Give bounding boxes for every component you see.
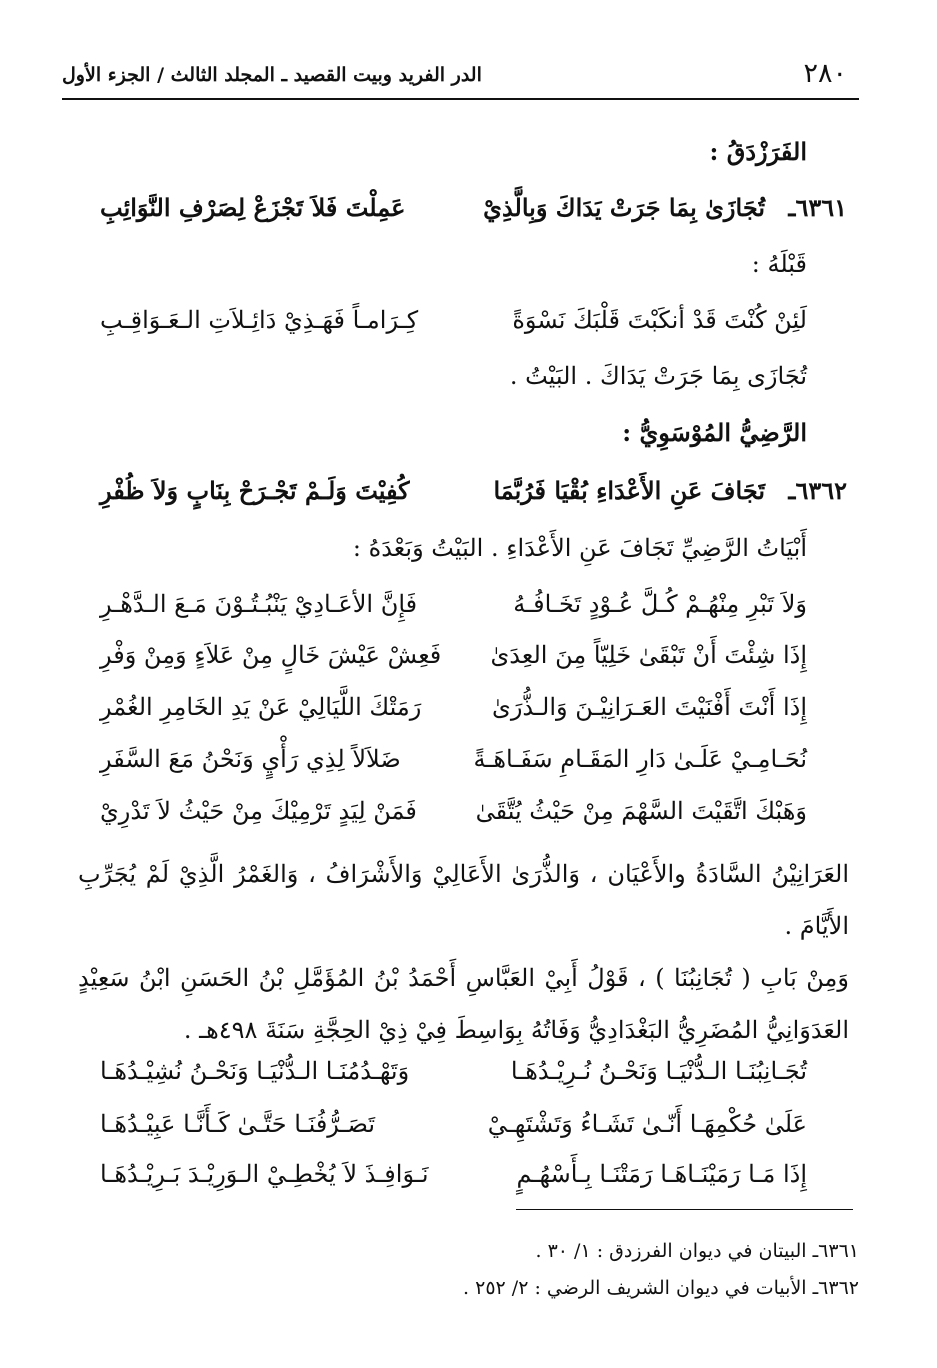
gloss-paragraph: العَرَانِيْنُ السَّادَةُ والأَعْيَان ، وَالذُّرَىٰ الأَعَالِيْ وَالأَشْرَافُ ، وَالغَمْرُ الَّذِيْ لَمْ يُجَرِّبِ الأَيَّامَ .	[78, 860, 849, 940]
verse-first-hemistich: تَجَافَ عَنِ الأَعْدَاءِ بُقْيَا فَرُبَّمَا	[493, 476, 765, 505]
verse-number: ٦٣٦١ـ	[788, 193, 847, 222]
page-header	[62, 50, 867, 100]
verse	[100, 1110, 807, 1150]
footnote-rule	[516, 1209, 853, 1210]
verse-second-hemistich: تَصَـرُّفُنَـا حَتَّـىٰ كَـأَنَّـا عَبِيْـدُهَـا	[100, 1110, 376, 1138]
poet-name: الفَرَزْدَقُ :	[709, 137, 807, 166]
verse-second-hemistich: ضَلاَلاً لِذِي رَأْيٍ وَنَحْنُ مَعَ السَّفَرِ	[100, 745, 401, 773]
continuation-line: تُجَازَى بِمَا جَرَتْ يَدَاكَ . البَيْتُ .	[509, 362, 807, 390]
verse-before	[100, 306, 807, 346]
poet-name: الرَّضِيُّ المُوْسَوِيُّ :	[622, 418, 807, 447]
verse-first-hemistich: وَلاَ تَبْرِ مِنْهُـمْ كُـلَّ عُـوْدٍ تَخَـافُـهُ	[513, 590, 807, 618]
section-intro-paragraph: وَمِنْ بَابِ ( تُجَانِبُنَا ) ، قَوْلُ أَبِيْ العَبَّاسِ أَحْمَدُ بْنُ المُؤَمَّلِ بْنُ الحَسَنِ ابْنُ سَعِيْدٍ العَدَوَانِيُّ المُضَرِيُّ البَغْدَادِيُّ وَفَاتُهُ بِوَاسِطَ فِيْ ذِيْ الحِجَّةِ سَنَةَ ٤٩٨هـ .	[78, 964, 849, 1044]
footnote: ٦٣٦١ـ البيتان في ديوان الفرزدق : ١/ ٣٠ .	[535, 1240, 859, 1262]
verse-second-hemistich: فَعِشْ عَيْشَ خَالٍ مِنْ عَلاَءٍ وَمِنْ وَفْرِ	[100, 641, 442, 669]
verse	[100, 1057, 807, 1097]
verse-first-hemistich: لَئِنْ كُنْتَ قَدْ أنكَبْتَ قَلْبَكَ نَسْوَةً	[512, 306, 807, 334]
verse-first-hemistich: إِذَا أَنْتَ أَفْنَيْتَ العَـرَانِيْـنَ وَالـذُّرَىٰ	[492, 693, 807, 721]
verse-first-hemistich: عَلَىٰ حُكْمِهَـا أَنّـىٰ تَشَـاءُ وَتَشْتَهِـيْ	[487, 1110, 807, 1138]
header-rule	[62, 98, 859, 100]
verse-first-hemistich: إِذَا مَـا رَمَيْنَـاهَـا رَمَتْنَـا بِـأَسْهُـمٍ	[516, 1160, 807, 1188]
verse-first-hemistich: وَهَبْكَ اتَّقَيْتَ السَّهْمَ مِنْ حَيْثُ يُتَّقَىٰ	[475, 797, 807, 825]
verse-second-hemistich: عَمِلْتَ فَلاَ تَجْزَعْ لِصَرْفِ النَّوَائِبِ	[100, 193, 406, 222]
verse-first-hemistich: تُجَـانِبُنَـا الـدُّنْيَـا وَنَحْـنُ نُـرِيْـدُهَـا	[510, 1057, 807, 1085]
before-label: قَبْلَهُ :	[751, 250, 807, 278]
verse-first-hemistich: تُجَازَىٰ بِمَا جَرَتْ يَدَاكَ وَبِالَّذِيْ	[483, 193, 765, 222]
page-number: ٢٨٠	[803, 58, 847, 89]
verse-second-hemistich: كُفِيْتَ وَلَـمْ تَجْـرَحْ بِنَابٍ وَلاَ ظُفْرِ	[100, 476, 410, 505]
footnote: ٦٣٦٢ـ الأبيات في ديوان الشريف الرضي : ٢/ ٢٥٢ .	[463, 1277, 859, 1299]
verse-second-hemistich: فَمَنْ لِيَدٍ تَرْمِيْكَ مِنْ حَيْثُ لاَ تَدْرِيْ	[100, 797, 417, 825]
intro-line: أَبْيَاتُ الرَّضِيِّ تَجَافَ عَنِ الأَعْدَاءِ . البَيْتُ وَبَعْدَهُ :	[352, 534, 807, 562]
verse-second-hemistich: رَمَتْكَ اللَّيَالِيْ عَنْ يَدِ الخَامِرِ الغُمْرِ	[100, 693, 422, 721]
verse	[100, 590, 807, 630]
verse-number: ٦٣٦٢ـ	[788, 476, 847, 505]
verse-second-hemistich: كِـرَامـاً فَهَـذِيْ دَائِـلاَتِ الـعَـوَاقِـبِ	[100, 306, 419, 334]
verse-6362	[100, 476, 847, 516]
verse-second-hemistich: نَـوَافِـذَ لاَ يُخْطِـيْ الـوَرِيْـدَ بَـرِيْـدُهَـا	[100, 1160, 429, 1188]
verse	[100, 797, 807, 837]
verse-6361	[100, 193, 847, 233]
verse-second-hemistich: فَإِنَّ الأعَـادِيْ يَنْبُـتُـوْنَ مَـعَ الـدَّهْـرِ	[100, 590, 418, 618]
verse-first-hemistich: نُحَـامِـيْ عَلَـىٰ دَارِ المَقَـامِ سَفَـاهَـةً	[473, 745, 807, 773]
running-title: الدر الفريد وبيت القصيد ـ المجلد الثالث / الجزء الأول	[62, 64, 482, 86]
verse	[100, 641, 807, 681]
verse-first-hemistich: إِذَا شِئْتَ أَنْ تَبْقَىٰ خَلِيّاً مِنَ العِدَىٰ	[490, 641, 807, 669]
verse	[100, 745, 807, 785]
verse	[100, 1160, 807, 1200]
verse	[100, 693, 807, 733]
verse-second-hemistich: وَتَهْـدُمُنَـا الـدُّنْيَـا وَنَحْـنُ نُشِيْـدُهَـا	[100, 1057, 410, 1085]
